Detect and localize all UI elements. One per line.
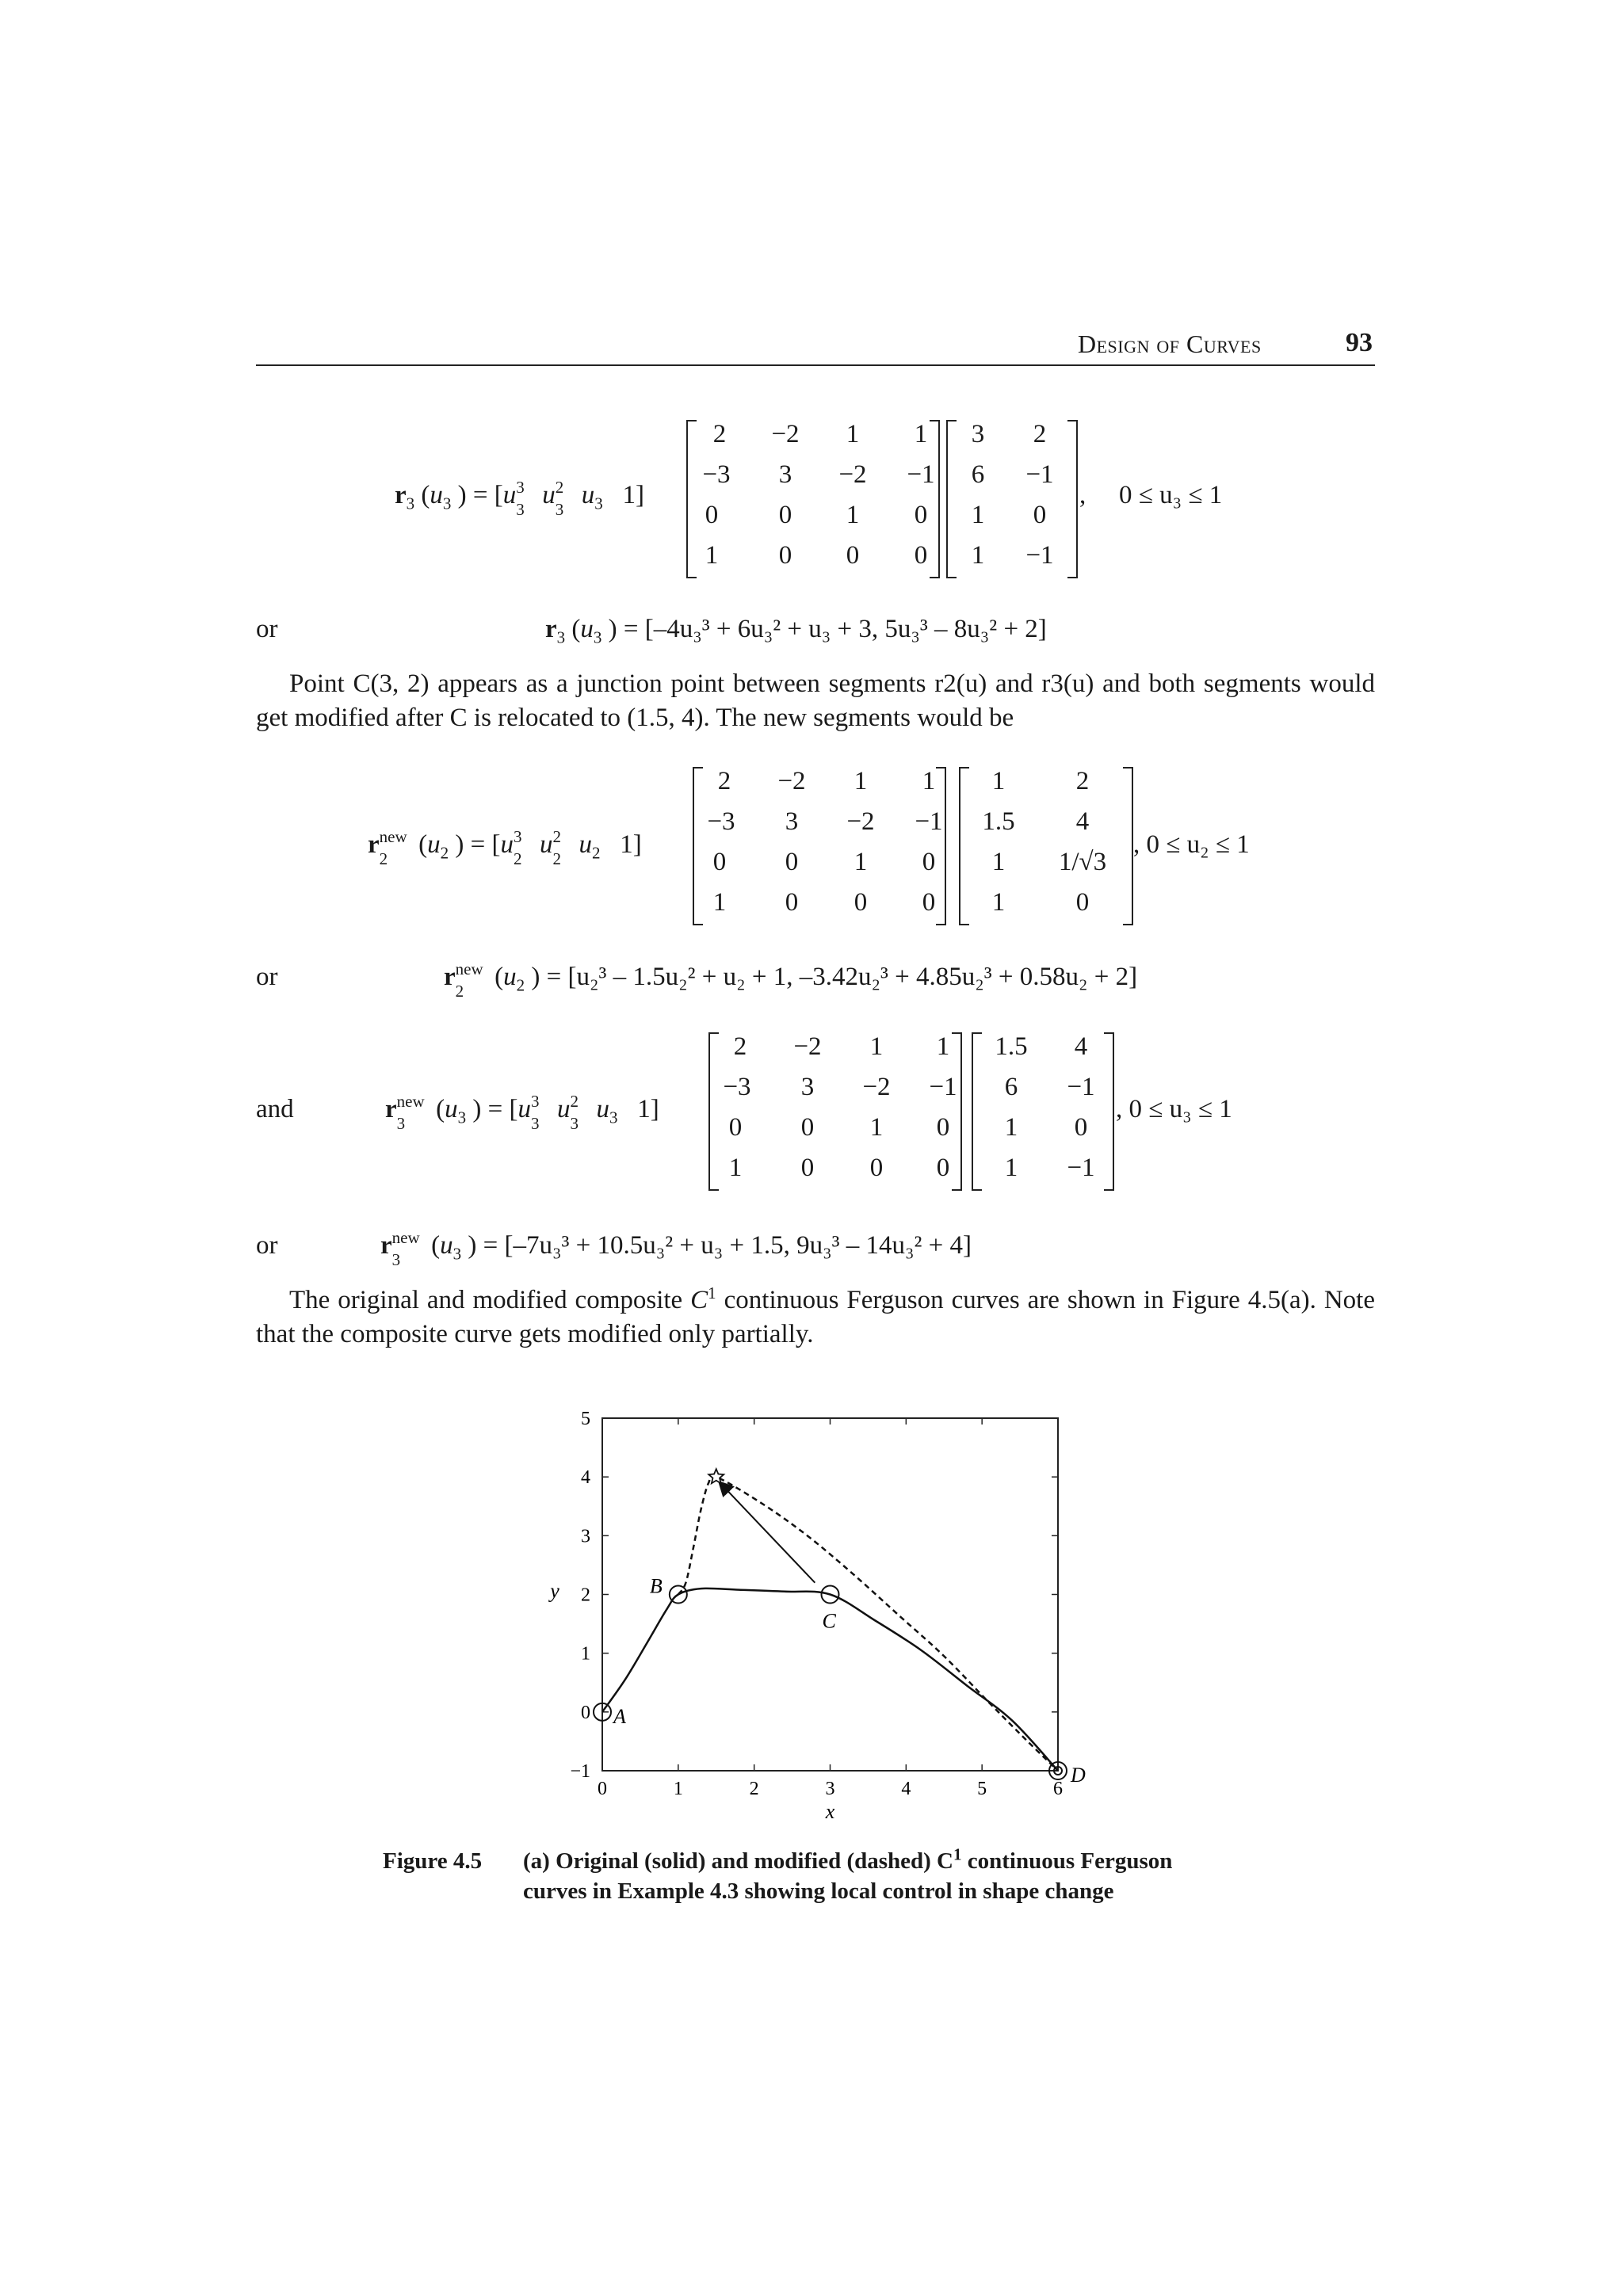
matrix-cell: 1 bbox=[869, 1113, 884, 1142]
matrix-cell: −1 bbox=[929, 1073, 957, 1101]
caption-sup: 1 bbox=[953, 1844, 962, 1864]
eq2-matrix-m bbox=[693, 767, 946, 922]
paragraph-1: Point C(3, 2) appears as a junction point between segments r2(u) and r3(u) and both segments would get modified after C is relocated to (1.5, 4). The new segments would be bbox=[256, 669, 1375, 732]
matrix-cell: 1.5 bbox=[982, 807, 1015, 836]
eq3-range: , 0 ≤ u₃ ≤ 1 bbox=[1116, 1095, 1232, 1123]
running-header: Design of Curves bbox=[1078, 330, 1262, 358]
figure-4-5-chart bbox=[523, 1394, 1094, 1838]
matrix-cell: −3 bbox=[707, 807, 735, 836]
matrix-cell: 2 bbox=[1075, 767, 1090, 795]
eq2-range: , 0 ≤ u₂ ≤ 1 bbox=[1133, 830, 1250, 859]
matrix-cell: 1 bbox=[991, 848, 1006, 876]
x-tick-label: 3 bbox=[825, 1779, 835, 1799]
paragraph-2-part: continuous Ferguson curves are shown in Figure 4.5(a). Note that the composite curve gets modified only partially. bbox=[256, 1286, 1375, 1348]
matrix-cell: 3 bbox=[778, 460, 792, 489]
matrix-cell: 1 bbox=[854, 848, 868, 876]
matrix-cell: 1 bbox=[854, 767, 868, 795]
matrix-cell: 3 bbox=[785, 807, 799, 836]
x-axis-label: x bbox=[825, 1800, 835, 1823]
matrix-cell: 3 bbox=[971, 420, 985, 448]
x-tick-label: 1 bbox=[673, 1779, 683, 1799]
point-label-d: D bbox=[1071, 1764, 1086, 1787]
matrix-cell: 0 bbox=[728, 1113, 743, 1142]
matrix-cell: 0 bbox=[778, 501, 792, 529]
matrix-cell: 0 bbox=[785, 888, 799, 917]
matrix-cell: 1 bbox=[712, 888, 727, 917]
matrix-cell: 0 bbox=[936, 1113, 950, 1142]
matrix-cell: 1 bbox=[728, 1154, 743, 1182]
matrix-cell: −1 bbox=[1067, 1154, 1095, 1182]
matrix-cell: 3 bbox=[800, 1073, 815, 1101]
figure-caption-line2: curves in Example 4.3 showing local control in shape change bbox=[523, 1878, 1114, 1904]
matrix-cell: −1 bbox=[907, 460, 935, 489]
eq3-lhs: r new 3 ($u_3$ ) = [u 3 3 u 2 3 $u_3$ 1] bbox=[385, 1092, 659, 1133]
matrix-cell: −2 bbox=[793, 1032, 822, 1061]
x-tick-label: 4 bbox=[901, 1779, 911, 1799]
paragraph-2 bbox=[256, 1283, 1375, 1352]
matrix-cell: 1 bbox=[971, 541, 985, 570]
y-tick-label: 5 bbox=[581, 1409, 590, 1429]
y-axis-label: y bbox=[550, 1579, 559, 1603]
matrix-cell: 0 bbox=[1075, 888, 1090, 917]
matrix-cell: −1 bbox=[915, 807, 943, 836]
eq3-expanded: r new 3 ($u_3$ ) = [–7u₃³ + 10.5u₃² + u₃ + 1.5, 9u₃³ – 14u₃² + 4] bbox=[380, 1228, 972, 1269]
paragraph-2-part: C bbox=[690, 1286, 708, 1314]
matrix-cell: 2 bbox=[717, 767, 731, 795]
matrix-cell: 0 bbox=[922, 848, 936, 876]
matrix-cell: 2 bbox=[733, 1032, 747, 1061]
or-label: or bbox=[256, 1231, 278, 1260]
matrix-cell: 1.5 bbox=[995, 1032, 1028, 1061]
paragraph-2-part: 1 bbox=[708, 1283, 716, 1302]
matrix-cell: 1 bbox=[991, 888, 1006, 917]
point-label-a: A bbox=[613, 1704, 626, 1728]
header-rule bbox=[256, 364, 1375, 366]
point-label-c: C bbox=[822, 1609, 836, 1633]
matrix-cell: 0 bbox=[854, 888, 868, 917]
matrix-cell: 1 bbox=[914, 420, 928, 448]
eq1-matrix-g bbox=[946, 420, 1078, 575]
eq2-lhs: r new 2 ($u_2$ ) = [u 3 2 u 2 2 $u_2$ 1] bbox=[368, 827, 642, 868]
matrix-cell: 1 bbox=[846, 501, 860, 529]
y-tick-label: 3 bbox=[581, 1526, 590, 1547]
and-label: and bbox=[256, 1095, 294, 1123]
x-tick-label: 6 bbox=[1053, 1779, 1063, 1799]
eq2-expanded: r new 2 ($u_2$ ) = [u₂³ – 1.5u₂² + u₂ + 1, –3.42u₂³ + 4.85u₂³ + 0.58u₂ + 2] bbox=[444, 959, 1138, 1001]
eq2-matrix-g bbox=[959, 767, 1133, 922]
figure-label: Figure 4.5 bbox=[383, 1848, 483, 1874]
paragraph-2-part: The original and modified composite bbox=[289, 1286, 691, 1314]
eq3-matrix-m bbox=[708, 1032, 962, 1188]
matrix-cell: 0 bbox=[778, 541, 792, 570]
matrix-cell: 0 bbox=[869, 1154, 884, 1182]
x-tick-label: 5 bbox=[977, 1779, 987, 1799]
matrix-cell: 0 bbox=[800, 1113, 815, 1142]
matrix-cell: 0 bbox=[922, 888, 936, 917]
matrix-cell: −2 bbox=[846, 807, 875, 836]
matrix-cell: 0 bbox=[1033, 501, 1047, 529]
matrix-cell: 6 bbox=[971, 460, 985, 489]
matrix-cell: −2 bbox=[771, 420, 800, 448]
matrix-cell: 4 bbox=[1074, 1032, 1088, 1061]
eq1-lhs: $r_3$ ($u_3$ ) = [u 3 3 u 2 3 $u_3$ 1] bbox=[395, 478, 644, 519]
matrix-cell: 0 bbox=[785, 848, 799, 876]
y-tick-label: 4 bbox=[581, 1467, 590, 1489]
caption-text: (a) Original (solid) and modified (dashed) C bbox=[523, 1848, 953, 1874]
matrix-cell: 1 bbox=[1004, 1154, 1018, 1182]
matrix-cell: −1 bbox=[1067, 1073, 1095, 1101]
matrix-cell: −3 bbox=[723, 1073, 751, 1101]
y-tick-label: 1 bbox=[581, 1643, 590, 1665]
caption-text: continuous Ferguson bbox=[961, 1848, 1173, 1874]
eq1-expanded: $r_3$ ($u_3$ ) = [–4u₃³ + 6u₃² + u₃ + 3, 5u₃³ – 8u₃² + 2] bbox=[545, 615, 1047, 647]
matrix-cell: 0 bbox=[936, 1154, 950, 1182]
or-label: or bbox=[256, 963, 278, 991]
matrix-cell: 1 bbox=[936, 1032, 950, 1061]
matrix-cell: −2 bbox=[862, 1073, 891, 1101]
matrix-cell: −2 bbox=[838, 460, 867, 489]
matrix-cell: 1 bbox=[846, 420, 860, 448]
matrix-cell: −3 bbox=[702, 460, 731, 489]
matrix-cell: 0 bbox=[705, 501, 719, 529]
matrix-cell: 4 bbox=[1075, 807, 1090, 836]
matrix-cell: 0 bbox=[712, 848, 727, 876]
x-tick-label: 0 bbox=[598, 1779, 607, 1799]
matrix-cell: 6 bbox=[1004, 1073, 1018, 1101]
figure-caption-line1 bbox=[523, 1844, 1173, 1875]
y-tick-label: 2 bbox=[581, 1585, 590, 1606]
y-tick-label: −1 bbox=[570, 1761, 590, 1782]
matrix-cell: 0 bbox=[800, 1154, 815, 1182]
matrix-cell: 1 bbox=[705, 541, 719, 570]
matrix-cell: 2 bbox=[1033, 420, 1047, 448]
matrix-cell: 1 bbox=[991, 767, 1006, 795]
matrix-cell: −1 bbox=[1025, 460, 1054, 489]
matrix-cell: 0 bbox=[846, 541, 860, 570]
matrix-cell: 1/√3 bbox=[1058, 848, 1107, 876]
matrix-cell: 0 bbox=[914, 541, 928, 570]
x-tick-label: 2 bbox=[749, 1779, 759, 1799]
y-tick-label: 0 bbox=[581, 1702, 590, 1723]
matrix-cell: 1 bbox=[971, 501, 985, 529]
or-label: or bbox=[256, 615, 278, 643]
matrix-cell: −2 bbox=[777, 767, 806, 795]
matrix-cell: 2 bbox=[712, 420, 727, 448]
modified-curve-dashed bbox=[678, 1476, 1058, 1771]
matrix-cell: −1 bbox=[1025, 541, 1054, 570]
point-label-b: B bbox=[649, 1574, 663, 1598]
eq1-range: 0 ≤ u₃ ≤ 1 bbox=[1119, 481, 1223, 509]
matrix-cell: 1 bbox=[1004, 1113, 1018, 1142]
matrix-cell: 0 bbox=[1074, 1113, 1088, 1142]
eq3-matrix-g bbox=[972, 1032, 1114, 1188]
relocation-arrow bbox=[720, 1483, 815, 1583]
eq1-comma: , bbox=[1079, 481, 1086, 509]
eq1-matrix-m bbox=[686, 420, 940, 575]
matrix-cell: 1 bbox=[922, 767, 936, 795]
relocated-point-star-icon bbox=[708, 1469, 724, 1483]
matrix-cell: 1 bbox=[869, 1032, 884, 1061]
page-number: 93 bbox=[1346, 328, 1373, 357]
matrix-cell: 0 bbox=[914, 501, 928, 529]
